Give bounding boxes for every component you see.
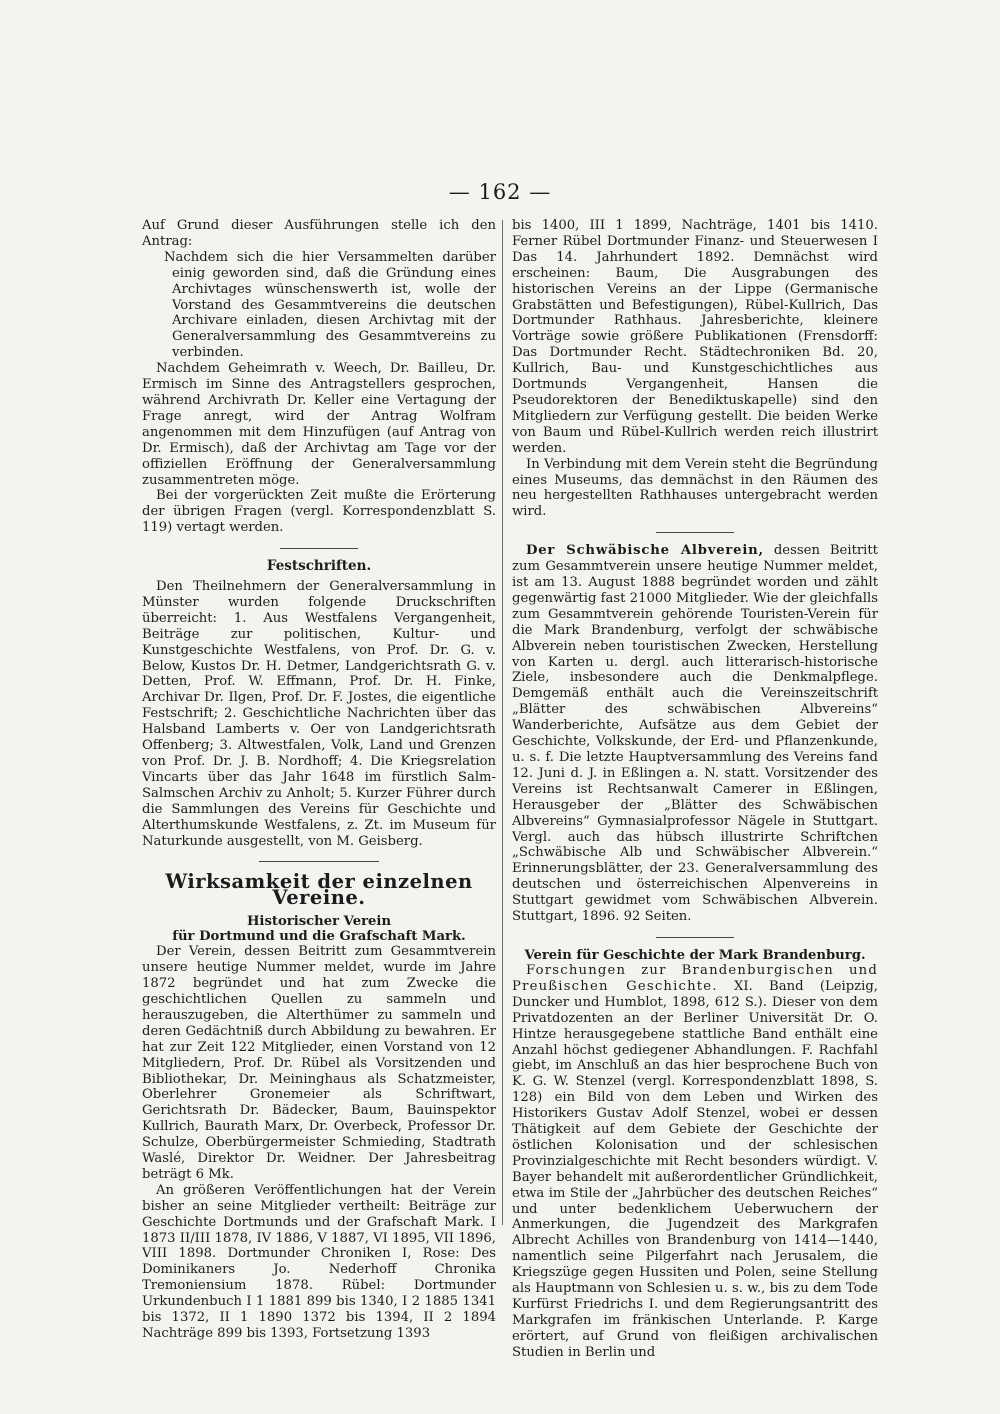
section-divider [656, 937, 734, 938]
section-divider [656, 532, 734, 533]
column-divider [502, 220, 503, 1225]
paragraph-text: dessen Beitritt zum Gesammtverein unsere heutige Nummer meldet, ist am 13. August 1888 begründet worden und zählt gegenwärtig fast 21000 Mitglieder. Wie der gleichfalls zum Gesammtverein gehörende Touristen-Verein für die Mark Brandenburg, verfolgt der schwäbische Albverein neben touristischen Zwecken, Herstellung von Karten u. dergl. auch litterarisch-historische Ziele, insbesondere auch die Denkmalpflege. Demgemäß enthält auch die Vereinszeitschrift „Blätter des schwäbischen Albvereins“ Wanderberichte, Aufsätze aus dem Gebiet der Geschichte, Volkskunde, der Erd- und Pflanzenkunde, u. s. f. Die letzte Hauptversammlung des Vereins fand 12. Juni d. J. in Eßlingen a. N. statt. Vorsitzender des Vereins ist Rechtsanwalt Camerer in Eßlingen, Herausgeber der „Blätter des Schwäbischen Albvereins“ Gymnasialprofessor Nägele in Stuttgart. Vergl. auch das hübsch illustrirte Schriftchen „Schwäbische Alb und Schwäbischer Albverein.“ Erinnerungsblätter, der 23. Generalversammlung des deutschen und österreichischen Alpenvereins in Stuttgart gewidmet vom Schwäbischen Albverein. Stuttgart, 1896. 92 Seiten. [512, 543, 878, 925]
right-column [512, 218, 878, 1361]
paragraph: In Verbindung mit dem Verein steht die Begründung eines Museums, das demnächst in den Räumen des neu hergestellten Rathhauses untergebracht werden wird. [512, 456, 878, 520]
motion-text: Nachdem sich die hier Versammelten darüber einig geworden sind, daß die Gründung eines Archivtages wünschenswerth ist, wolle der Vorstand des Gesammtvereins die deutschen Archivare einladen, diesen Archivtag mit der Generalversammlung des Gesammtvereins zu verbinden. [164, 249, 496, 361]
book-title: Forschungen zur Brandenburgischen und Preußischen Geschichte. [512, 962, 878, 994]
paragraph: An größeren Veröffentlichungen hat der Verein bisher an seine Mitglieder vertheilt: Beiträge zur Geschichte Dortmunds und der Grafschaft Mark. I 1873 II/III 1878, IV 1886, V 1887, VI 1895, VII 1896, VIII 1898. Dortmunder Chroniken I, Rose: Des Dominikaners Jo. Nederhoff Chronika Tremoniensium 1878. Rübel: Dortmunder Urkundenbuch I 1 1881 899 bis 1340, I 2 1885 1341 bis 1372, II 1 1890 1372 bis 1394, II 2 1894 Nachträge 899 bis 1393, Fortsetzung 1393 [142, 1182, 496, 1341]
page-number: — 162 — [448, 180, 552, 204]
subsection-heading-line1: Historischer Verein [246, 914, 392, 930]
section-heading-festschriften: Festschriften. [266, 558, 372, 575]
section-divider [280, 548, 358, 549]
paragraph: Nachdem Geheimrath v. Weech, Dr. Bailleu, Dr. Ermisch im Sinne des Antragstellers gesprochen, während Archivrath Dr. Keller eine Vertagung der Frage anregt, wird der Antrag Wolfram angenommen mit dem Hinzufügen (auf Antrag von Dr. Ermisch), daß der Archivtag am Tage vor der offiziellen Eröffnung der Generalversammlung zusammentreten möge. [142, 361, 496, 488]
run-in-heading: Der Schwäbische Albverein, [526, 543, 764, 559]
subsection-heading: Verein für Geschichte der Mark Brandenburg. [524, 947, 866, 963]
section-divider [259, 861, 379, 862]
paragraph: Den Theilnehmern der Generalversammlung in Münster wurden folgende Druckschriften überreicht: 1. Aus Westfalens Vergangenheit, Beiträge zur politischen, Kultur- und Kunstgeschichte Westfalens, von Prof. Dr. G. v. Below, Kustos Dr. H. Detmer, Landgerichtsrath G. v. Detten, Prof. W. Effmann, Prof. Dr. H. Finke, Archivar Dr. Ilgen, Prof. Dr. F. Jostes, die eigentliche Festschrift; 2. Geschichtliche Nachrichten über das Halsband Lamberts v. Oer von Landgerichtsrath Offenberg; 3. Altwestfalen, Volk, Land und Grenzen von Prof. Dr. J. B. Nordhoff; 4. Die Kriegsrelation Vincarts über das Jahr 1648 im fürstlich Salm-Salmschen Archiv zu Anholt; 5. Kurzer Führer durch die Sammlungen des Vereins für Geschichte und Alterthumskunde Westfalens, z. Zt. im Museum für Naturkunde ausgestellt, von M. Geisberg. [142, 579, 496, 849]
paragraph: Auf Grund dieser Ausführungen stelle ich den Antrag: [142, 218, 496, 249]
subsection-heading-line2: für Dortmund und die Grafschaft Mark. [172, 929, 466, 945]
paragraph-text: XI. Band (Leipzig, Duncker und Humblot, 1898, 612 S.). Dieser von dem Privatdozenten an der Berliner Universität Dr. O. Hintze herausgegebene stattliche Band enthält eine Anzahl höchst gediegener Abhandlungen. F. Rachfahl giebt, im Anschluß an das hier besprochene Buch von K. G. W. Stenzel (vergl. Korrespondenzblatt 1898, S. 128) ein Bild von dem Leben und Wirken des Historikers Gustav Adolf Stenzel, wobei er dessen Thätigkeit auf dem Gebiete der Geschichte der östlichen Kolonisation und der schlesischen Provinzialgeschichte mit Recht besonders würdigt. V. Bayer behandelt mit außerordentlicher Gründlichkeit, etwa im Stile der „Jahrbücher des deutschen Reiches“ und unter bedenklichem Ueberwuchern der Anmerkungen, die Jugendzeit des Markgrafen Albrecht Achilles von Brandenburg von 1414—1440, namentlich seine Pilgerfahrt nach Jerusalem, die Kriegszüge gegen Hussiten und Polen, seine Stellung als Hauptmann von Schlesien u. s. w., bis zu dem Tode Kurfürst Friedrichs I. und dem Regierungsantritt des Markgrafen im fränkischen Unterlande. P. Karge erörtert, auf Grund von fleißigen archivalischen Studien in Berlin und [512, 978, 878, 1360]
section-heading-wirksamkeit: Wirksamkeit der einzelnen Vereine. [165, 870, 473, 910]
paragraph: Der Verein, dessen Beitritt zum Gesammtverein unsere heutige Nummer meldet, wurde im Jahre 1872 begründet und hat zum Zwecke die geschichtlichen Quellen zu sammeln und herauszugeben, die Alterthümer zu sammeln und deren Gedächtniß durch Abbildung zu bewahren. Er hat zur Zeit 122 Mitglieder, einen Vorstand von 12 Mitgliedern, Prof. Dr. Rübel als Vorsitzenden und Bibliothekar, Dr. Meininghaus als Schatzmeister, Oberlehrer Gronemeier als Schriftwart, Gerichtsrath Dr. Bädecker, Baum, Bauinspektor Kullrich, Baurath Marx, Dr. Overbeck, Professor Dr. Schulze, Oberbürgermeister Schmieding, Stadtrath Waslé, Direktor Dr. Weidner. Der Jahresbeitrag beträgt 6 Mk. [142, 944, 496, 1182]
left-column [142, 218, 496, 1342]
paragraph: bis 1400, III 1 1899, Nachträge, 1401 bis 1410. Ferner Rübel Dortmunder Finanz- und Steuerwesen I Das 14. Jahrhundert 1892. Demnächst wird erscheinen: Baum, Die Ausgrabungen des historischen Vereins an der Lippe (Germanische Grabstätten und Befestigungen), Rübel-Kullrich, Das Dortmunder Rathhaus. Jahresberichte, kleinere Vorträge sowie größere Publikationen (Frensdorff: Das Dortmunder Recht. Städtechroniken Bd. 20, Kullrich, Bau- und Kunstgeschichtliches aus Dortmunds Vergangenheit, Hansen die Pseudorektoren der Benediktuskapelle) sind den Mitgliedern zur Verfügung gestellt. Die beiden Werke von Baum und Rübel-Kullrich werden reich illustrirt werden. [512, 218, 878, 456]
paragraph: Bei der vorgerückten Zeit mußte die Erörterung der übrigen Fragen (vergl. Korrespondenzblatt S. 119) vertagt werden. [142, 488, 496, 536]
paragraph [512, 543, 878, 925]
paragraph [512, 963, 878, 1361]
